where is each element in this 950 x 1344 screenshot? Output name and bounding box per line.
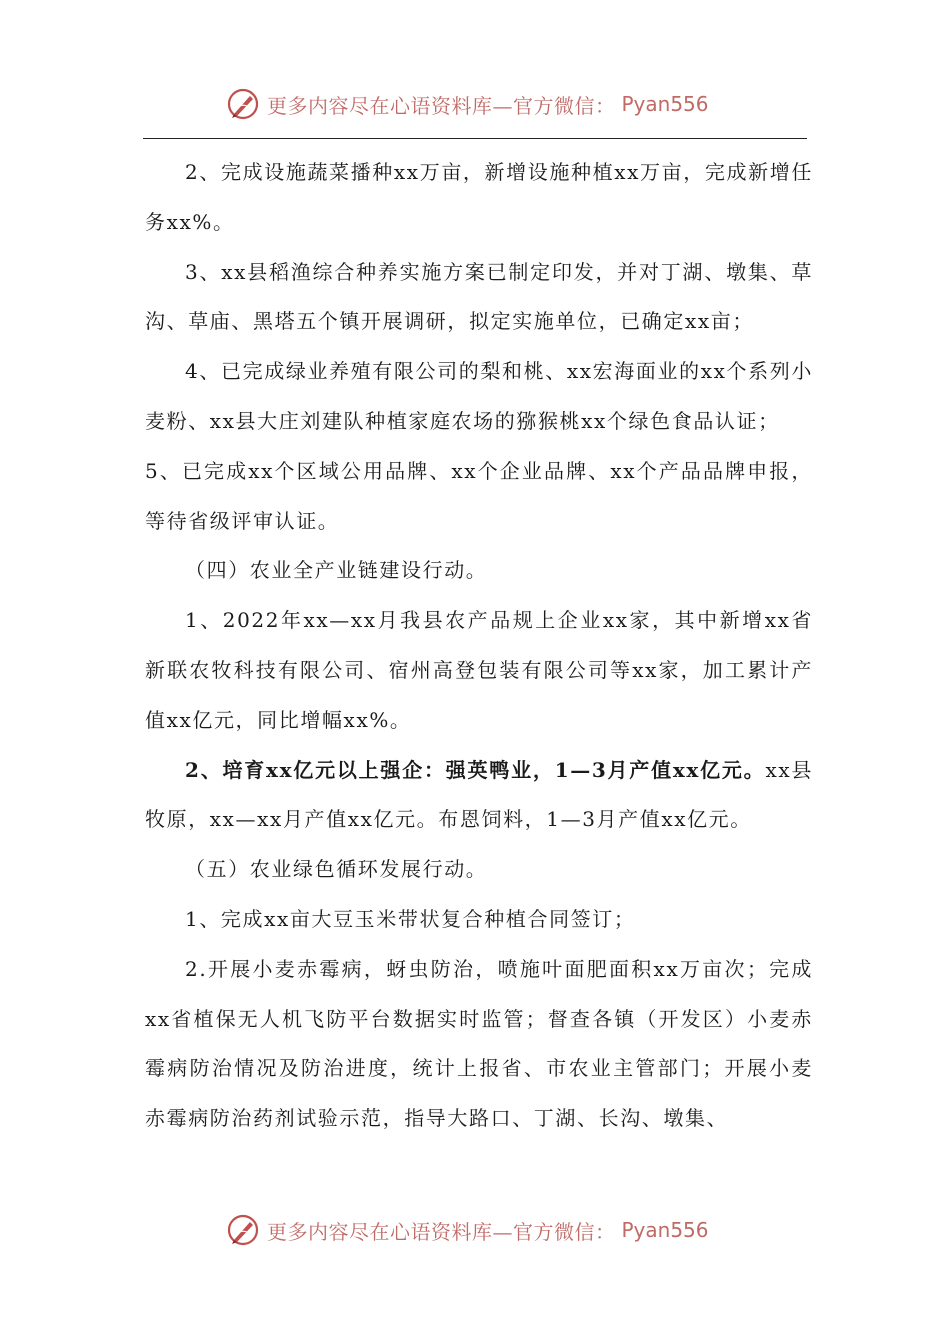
footer-watermark: [225, 1212, 709, 1248]
paragraph-text: xx县牧原，xx—xx月产值xx亿元。布恩饲料，1—3月产值xx亿元。: [145, 757, 814, 832]
paragraph: 1、完成xx亩大豆玉米带状复合种植合同签订；: [185, 906, 636, 931]
watermark-text: 更多内容尽在心语资料库—官方微信：: [267, 93, 616, 118]
watermark-text: 更多内容尽在心语资料库—官方微信：: [267, 1219, 616, 1244]
document-body: [145, 148, 813, 1144]
paragraph: [145, 746, 813, 846]
section-heading: （五）农业绿色循环发展行动。: [185, 857, 488, 882]
watermark-wechat-id: Pyan556: [621, 92, 709, 116]
header-divider: [143, 138, 807, 139]
paragraph: 2、完成设施蔬菜播种xx万亩，新增设施种植xx万亩，完成新增任务xx%。: [145, 160, 813, 234]
pen-logo-icon: [225, 1212, 261, 1248]
paragraph: 3、xx县稻渔综合种养实施方案已制定印发，并对丁湖、墩集、草沟、草庙、黑塔五个镇开展调研，拟定实施单位，已确定xx亩；: [145, 259, 813, 334]
watermark-wechat-id: Pyan556: [621, 1218, 709, 1242]
section-heading: （四）农业全产业链建设行动。: [185, 558, 488, 583]
paragraph: 1、2022年xx—xx月我县农产品规上企业xx家，其中新增xx省新联农牧科技有限公司、宿州高登包装有限公司等xx家，加工累计产值xx亿元，同比增幅xx%。: [145, 608, 813, 732]
paragraph: 4、已完成绿业养殖有限公司的梨和桃、xx宏海面业的xx个系列小麦粉、xx县大庄刘建队种植家庭农场的猕猴桃xx个绿色食品认证；: [145, 359, 813, 433]
bold-lead-text: 2、培育xx亿元以上强企：强英鸭业，1—3月产值xx亿元。: [185, 757, 766, 782]
pen-logo-icon: [225, 86, 261, 122]
paragraph: 2.开展小麦赤霉病，蚜虫防治，喷施叶面肥面积xx万亩次；完成xx省植保无人机飞防平台数据实时监管；督查各镇（开发区）小麦赤霉病防治情况及防治进度，统计上报省、市农业主管部门；开展小麦赤霉病防治药剂试验示范，指导大路口、丁湖、长沟、墩集、: [145, 956, 813, 1131]
header-watermark: [225, 86, 709, 122]
paragraph: 5、已完成xx个区域公用品牌、xx个企业品牌、xx个产品品牌申报，等待省级评审认证。: [145, 458, 813, 533]
